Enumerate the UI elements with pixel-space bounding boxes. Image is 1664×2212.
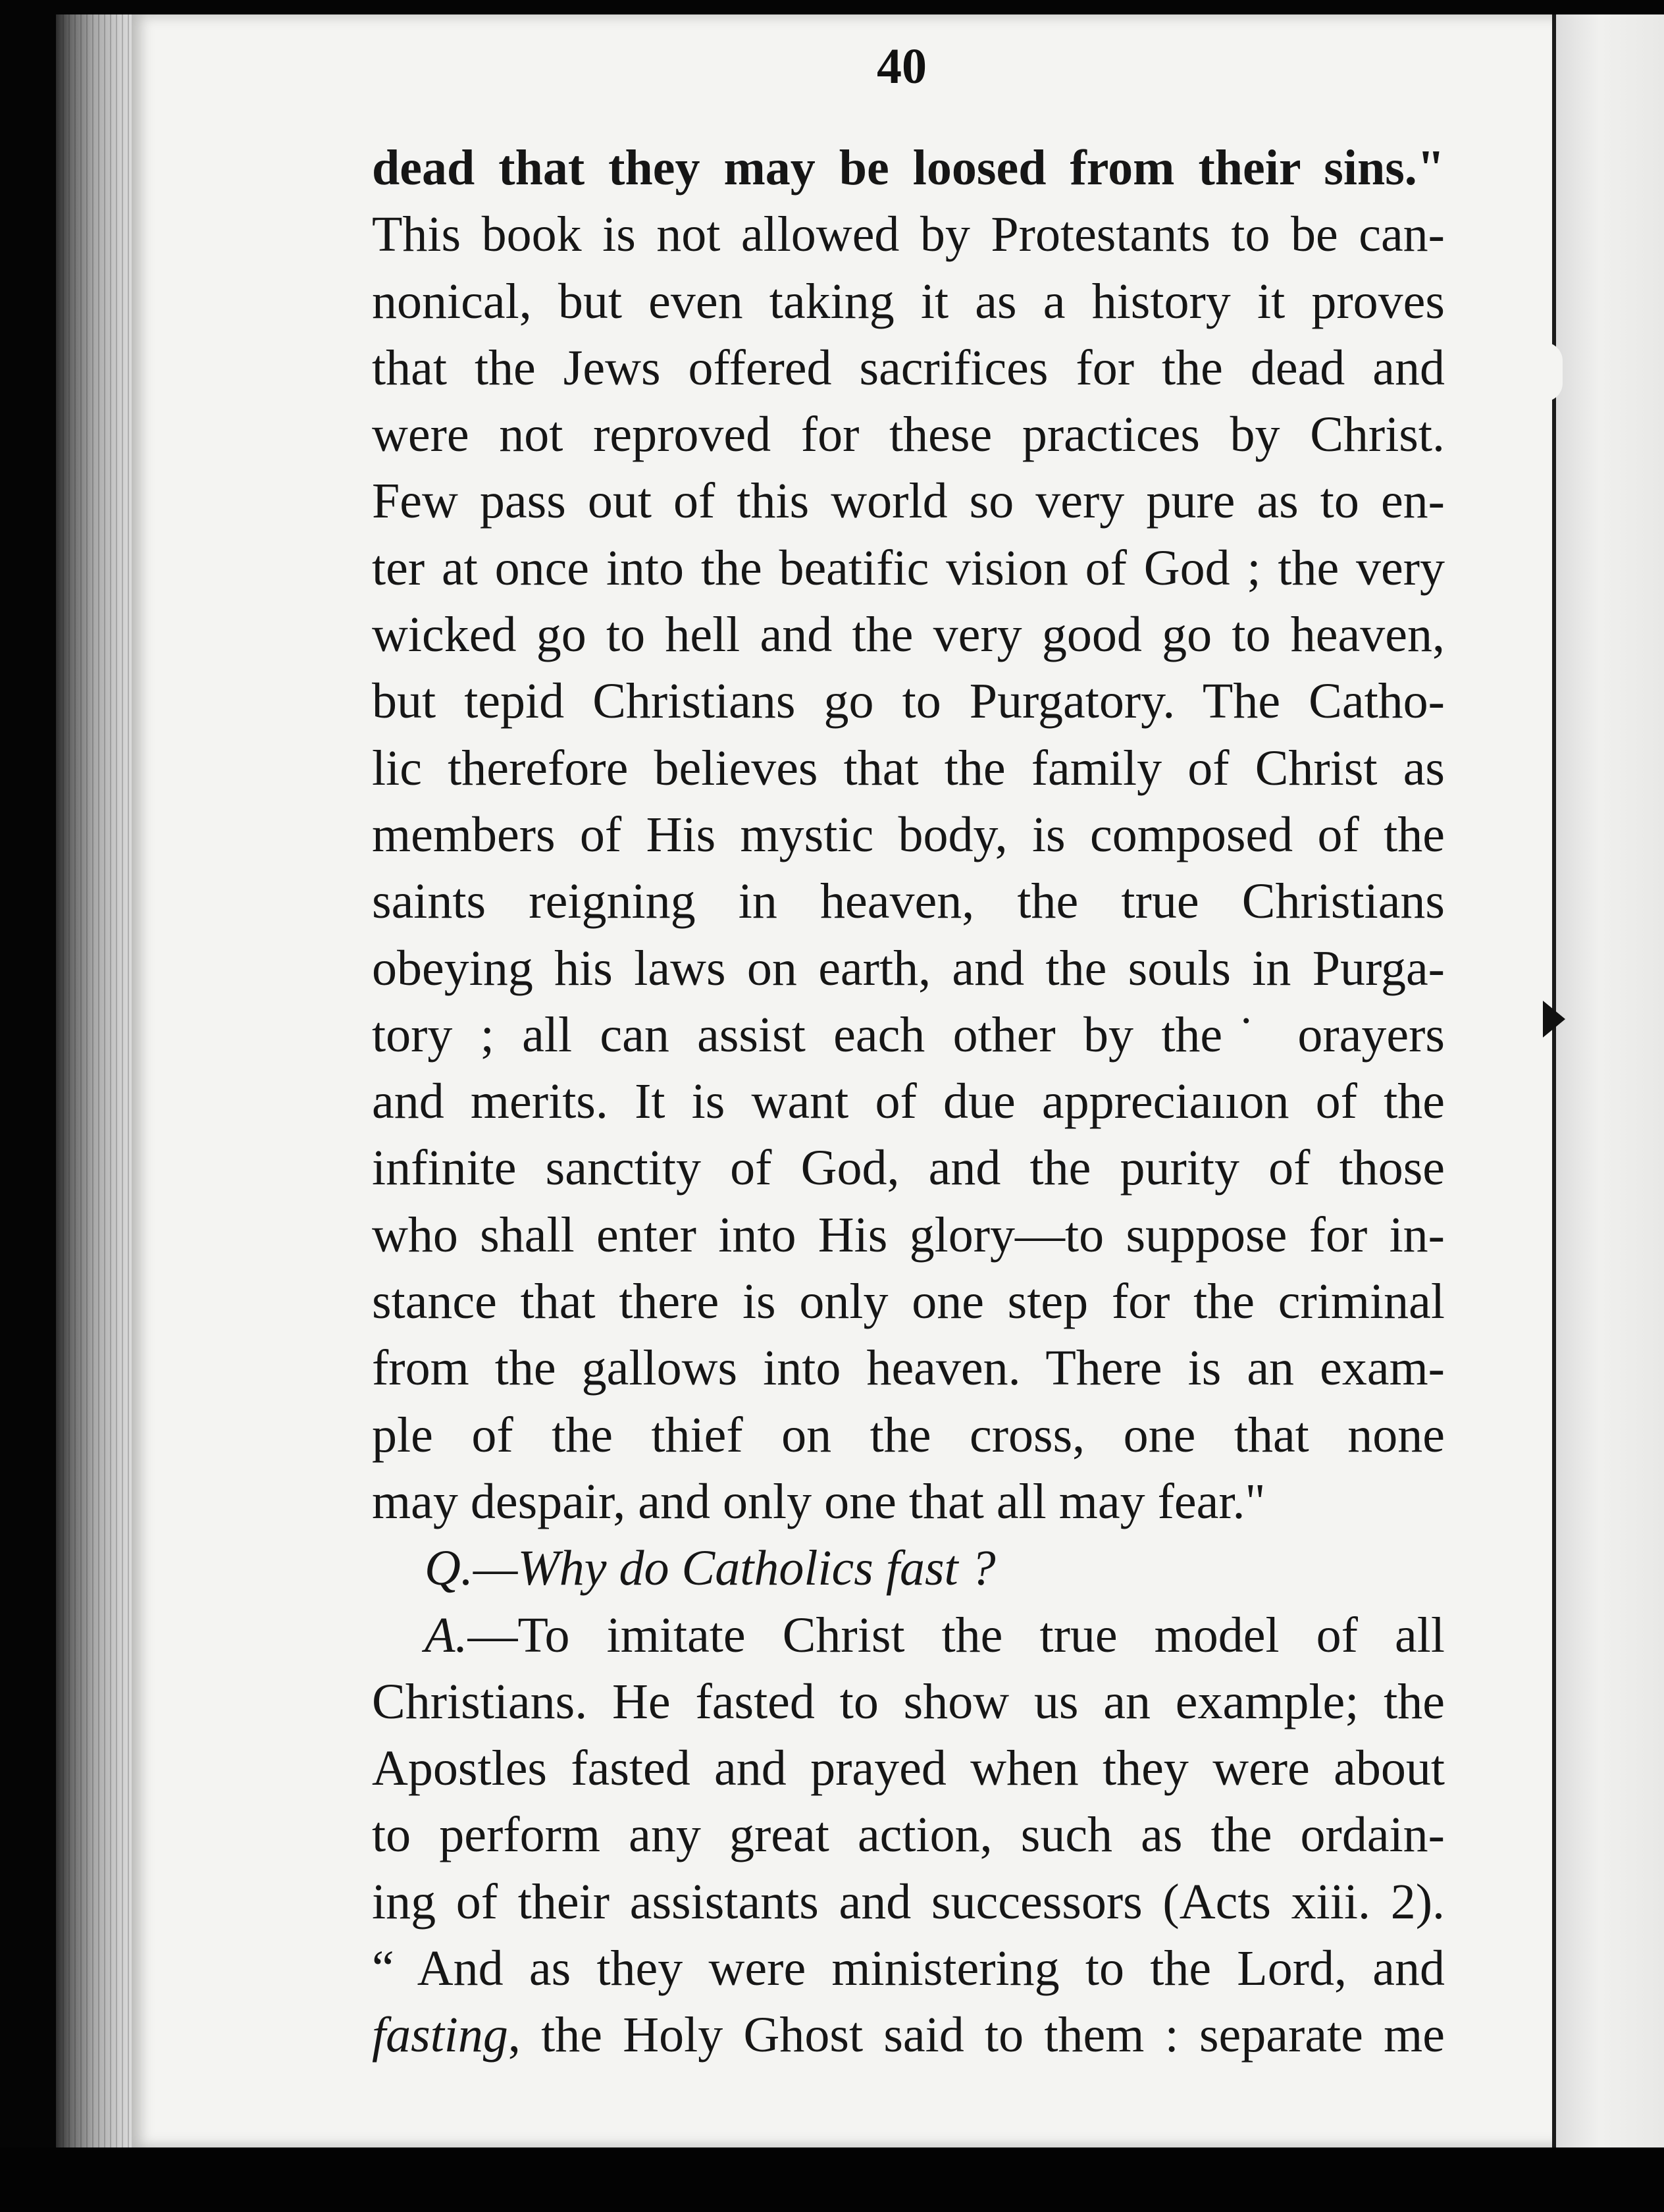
body-line: stance that there is only one step for the criminal [372,1274,1445,1330]
question-label: Q. [425,1540,473,1596]
body-line: nonical, but even taking it as a history it proves [372,273,1445,329]
body-line: dead that they may be loosed from their sins." [372,140,1445,196]
answer-line: ing of their assistants and successors (Acts xiii. 2). [372,1874,1445,1930]
body-line: lic therefore believes that the family of Christ as [372,740,1445,796]
body-line: were not reproved for these practices by Christ. [372,407,1445,463]
body-line: infinite sanctity of God, and the purity of those [372,1140,1445,1196]
answer-line: Apostles fasted and prayed when they were about [372,1741,1445,1797]
question-text: —Why do Catholics fast ? [473,1540,996,1596]
body-line: saints reigning in heaven, the true Christians [372,874,1445,930]
answer-first-line [372,1602,1445,1669]
page-body-text [372,135,1445,2069]
italic-word: fasting [372,2007,508,2063]
body-line: from the gallows into heaven. There is an exam- [372,1340,1445,1396]
answer-line: to perform any great action, such as the ordain- [372,1807,1445,1863]
answer-label: A. [425,1607,468,1663]
answer-text: —To imitate Christ the true model of all [467,1607,1445,1663]
body-line: members of His mystic body, is composed of the [372,806,1445,862]
answer-last-line-rest: , the Holy Ghost said to them : separate me [507,2007,1445,2063]
body-line: but tepid Christians go to Purgatory. The Catho- [372,673,1445,729]
page-edge-notch [1544,342,1563,402]
body-line: obeying his laws on earth, and the souls in Purga- [372,940,1445,996]
body-line: This book is not allowed by Protestants to be can- [372,207,1445,263]
next-page-sliver [1556,14,1664,2147]
page-gutter-line [1552,14,1556,2147]
body-line: tory ; all can assist each other by the˙ orayers [372,1007,1445,1063]
body-line: ter at once into the beatific vision of God ; the very [372,540,1445,596]
body-line: Few pass out of this world so very pure as to en- [372,473,1445,529]
page-tab-mark [1543,1001,1565,1038]
answer-line: “ And as they were ministering to the Lord, and [372,1941,1445,1997]
body-line: wicked go to hell and the very good go to heaven, [372,607,1445,663]
body-line: who shall enter into His glory—to suppose for in- [372,1207,1445,1263]
body-line: may despair, and only one that all may fear." [372,1473,1266,1529]
answer-line: Christians. He fasted to show us an example; the [372,1673,1445,1729]
page-number: 40 [877,39,927,94]
body-line: and merits. It is want of due appreciaııon of the [372,1074,1445,1130]
body-line: ple of the thief on the cross, one that none [372,1407,1445,1463]
scan-frame-top [0,0,1664,14]
scan-frame-bottom [0,2147,1664,2212]
question-line [372,1535,1445,1602]
answer-last-line [372,2002,1445,2068]
body-line: that the Jews offered sacrifices for the dead and [372,340,1445,396]
scan-frame-left [0,0,56,2212]
book-page-edge-lines [63,14,135,2147]
